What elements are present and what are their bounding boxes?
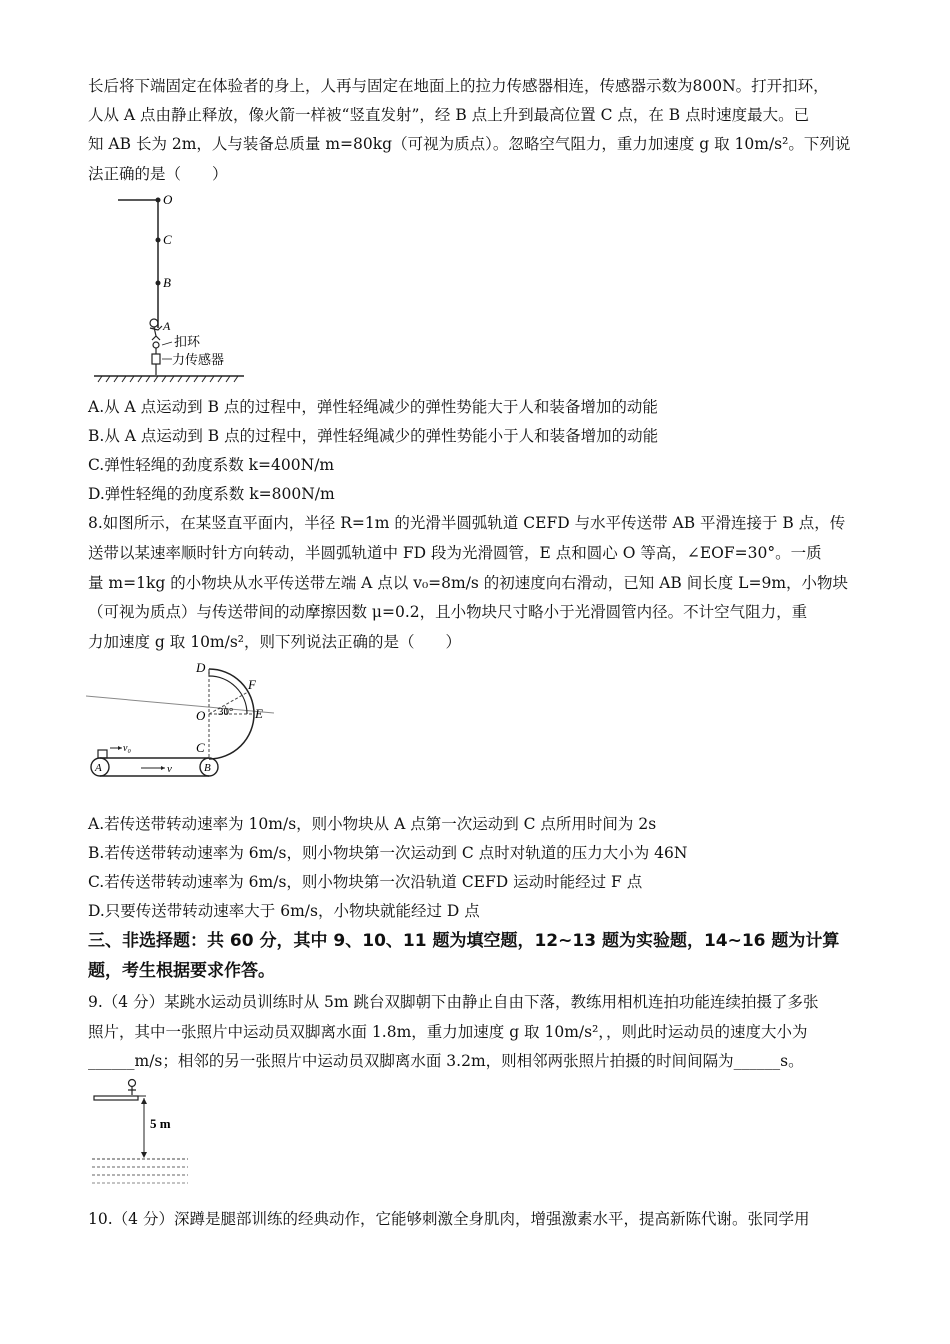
q8-figure <box>86 658 286 783</box>
label-d: D <box>196 660 206 675</box>
sensor-icon <box>152 354 160 364</box>
q7-line-3: 知 AB 长为 2m，人与装备总质量 m=80kg（可视为质点）。忽略空气阻力，重力加速度 g 取 10m/s²。下列说 <box>88 135 851 153</box>
q10-line-1: 10.（4 分）深蹲是腿部训练的经典动作，它能够刺激全身肌肉，增强激素水平，提高新陈代谢。张同学用 <box>88 1210 810 1228</box>
q7-option-c: C.弹性轻绳的劲度系数 k=400N/m <box>88 456 335 474</box>
section-3-heading-line-1: 三、非选择题：共 60 分，其中 9、10、11 题为填空题，12~13 题为实验题，14~16 题为计算 <box>88 931 840 951</box>
label-v: v <box>167 763 172 775</box>
q7-option-d: D.弹性轻绳的劲度系数 k=800N/m <box>88 485 335 503</box>
q7-figure <box>88 190 248 385</box>
label-b: B <box>163 275 171 290</box>
label-o: O <box>163 192 173 207</box>
label-e: E <box>255 706 263 721</box>
diver-icon <box>128 1080 136 1096</box>
label-f: F <box>248 677 256 692</box>
q7-line-2: 人从 A 点由静止释放，像火箭一样被“竖直发射”，经 B 点上升到最高位置 C 点，在 B 点时速度最大。已 <box>88 106 810 124</box>
point-c <box>156 238 161 243</box>
point-b <box>156 281 161 286</box>
label-c: C <box>196 740 205 755</box>
q8-option-a: A.若传送带转动速率为 10m/s，则小物块从 A 点第一次运动到 C 点所用时间为 2s <box>88 815 657 833</box>
label-c: C <box>163 232 172 247</box>
q8-option-d: D.只要传送带转动速率大于 6m/s，小物块就能经过 D 点 <box>88 902 480 920</box>
diving-platform <box>94 1096 138 1100</box>
q8-line-3: 量 m=1kg 的小物块从水平传送带左端 A 点以 v₀=8m/s 的初速度向右滑动，已知 AB 间长度 L=9m，小物块 <box>88 574 849 592</box>
label-b: B <box>204 762 211 774</box>
label-a: A <box>163 319 171 333</box>
label-o: O <box>196 708 206 723</box>
label-a: A <box>95 762 102 774</box>
buckle-icon <box>153 342 159 348</box>
q9-figure <box>88 1078 198 1190</box>
q9-line-2: 照片，其中一张照片中运动员双脚离水面 1.8m，重力加速度 g 取 10m/s²，，则此时运动员的速度大小为 <box>88 1023 808 1041</box>
q7-option-b: B.从 A 点运动到 B 点的过程中，弹性轻绳减少的弹性势能小于人和装备增加的动能 <box>88 427 659 445</box>
q8-line-2: 送带以某速率顺时针方向转动，半圆弧轨道中 FD 段为光滑圆管，E 点和圆心 O 等高，∠EOF=30°。一质 <box>88 544 822 562</box>
q9-line-3: ______m/s；相邻的另一张照片中运动员双脚离水面 3.2m，则相邻两张照片拍摄的时间间隔为______s。 <box>88 1052 804 1070</box>
q7-line-1: 长后将下端固定在体验者的身上，人再与固定在地面上的拉力传感器相连，传感器示数为800N。打开扣环， <box>88 77 829 95</box>
label-buckle: 扣环 <box>174 334 201 349</box>
section-3-heading-line-2: 题，考生根据要求作答。 <box>88 961 275 981</box>
q9-line-1: 9.（4 分）某跳水运动员训练时从 5m 跳台双脚朝下由静止自由下落，教练用相机连拍功能连续拍摄了多张 <box>88 993 819 1011</box>
q8-option-c: C.若传送带转动速率为 6m/s，则小物块第一次沿轨道 CEFD 运动时能经过 F 点 <box>88 873 643 891</box>
label-v0: v₀ <box>123 743 131 754</box>
q8-line-4: （可视为质点）与传送带间的动摩擦因数 μ=0.2，且小物块尺寸略小于光滑圆管内径。不计空气阻力，重 <box>88 603 808 621</box>
person-icon <box>150 319 162 340</box>
ground-hatch <box>98 376 238 382</box>
label-angle: 30° <box>218 706 234 718</box>
q7-line-4: 法正确的是（ ） <box>88 165 228 183</box>
q8-line-5: 力加速度 g 取 10m/s²，则下列说法正确的是（ ） <box>88 633 462 651</box>
point-o <box>156 198 161 203</box>
q8-line-1: 8.如图所示，在某竖直平面内，半径 R=1m 的光滑半圆弧轨道 CEFD 与水平传送带 AB 平滑连接于 B 点，传 <box>88 514 846 532</box>
q8-option-b: B.若传送带转动速率为 6m/s，则小物块第一次运动到 C 点时对轨道的压力大小为 46N <box>88 844 688 862</box>
block-icon <box>98 750 107 758</box>
label-height: 5 m <box>150 1116 171 1131</box>
q7-option-a: A.从 A 点运动到 B 点的过程中，弹性轻绳减少的弹性势能大于人和装备增加的动能 <box>88 398 658 416</box>
label-sensor: 力传感器 <box>172 352 225 367</box>
